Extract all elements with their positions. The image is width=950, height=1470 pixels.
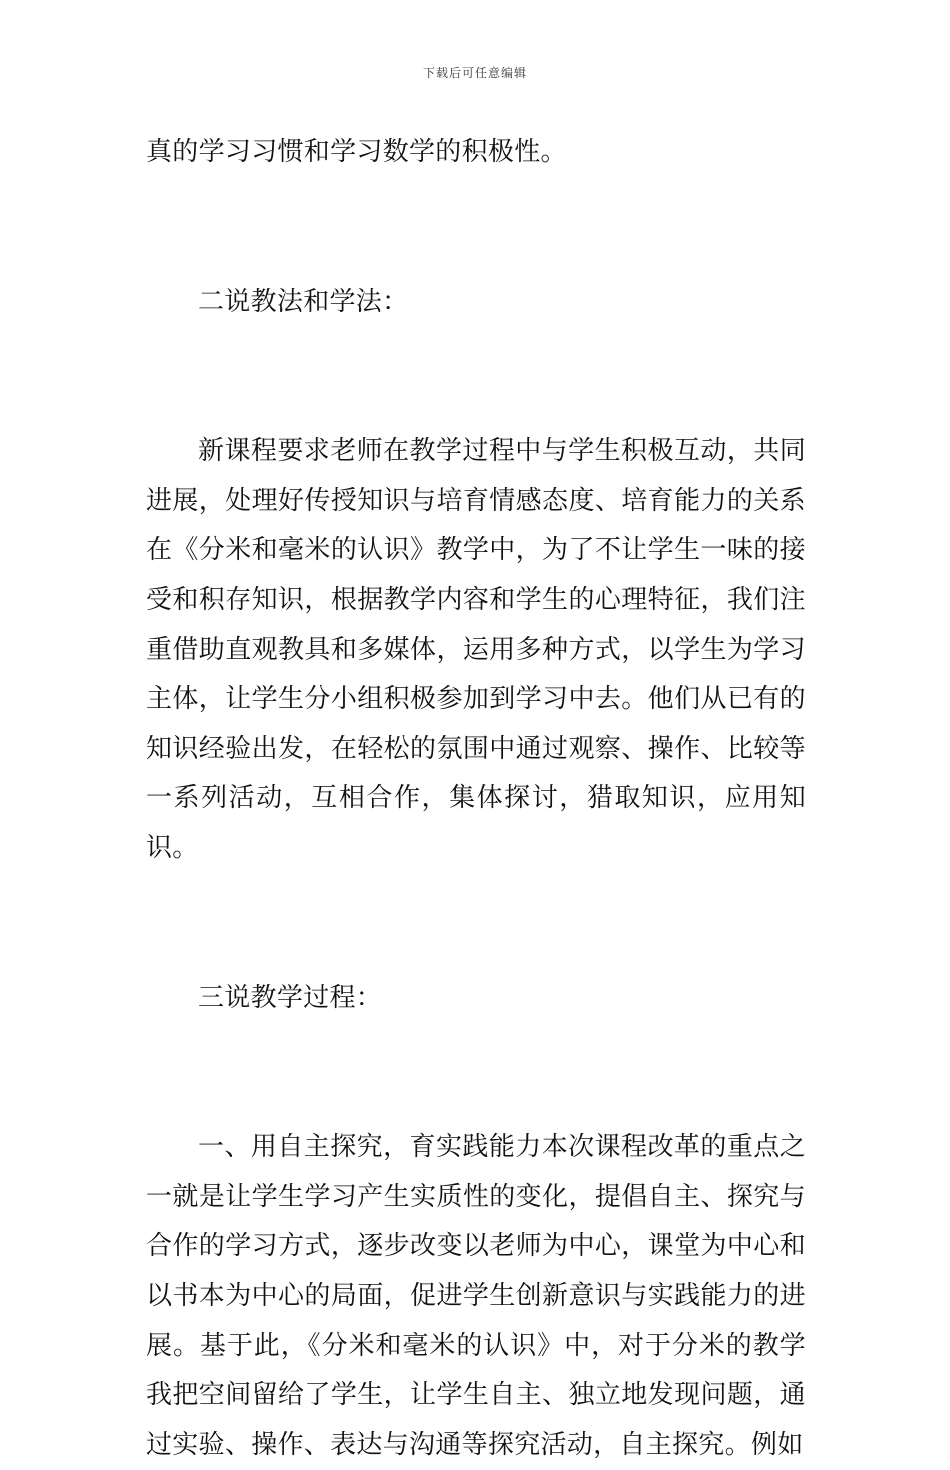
section-heading-teaching-process: 三说教学过程： — [198, 982, 383, 1013]
section-heading-teaching-methods: 二说教法和学法： — [198, 286, 409, 317]
document-body — [146, 128, 806, 1470]
paragraph-gap — [146, 1023, 806, 1123]
paragraph-gap — [146, 327, 806, 427]
paragraph-continuation: 真的学习习惯和学习数学的积极性。 — [146, 137, 567, 167]
paragraph-gap — [146, 178, 806, 278]
paragraph-gap — [146, 874, 806, 974]
paragraph-teaching-process: 一、用自主探究，育实践能力本次课程改革的重点之一就是让学生学习产生实质性的变化，提倡自主、探究与合作的学习方式，逐步改变以老师为中心，课堂为中心和以书本为中心的局面，促进学生创新意识与实践能力的进展。基于此，《分米和毫米的认识》中，对于分米的教学我把空间留给了学生，让学生自主、独立地发现问题，通过实验、操作、表达与沟通等探究活动，自主探究。例如 — [146, 1132, 806, 1460]
page-header: 下载后可任意编辑 — [422, 66, 527, 80]
paragraph-teaching-methods: 新课程要求老师在教学过程中与学生积极互动，共同进展，处理好传授知识与培育情感态度、培育能力的关系在《分米和毫米的认识》教学中，为了不让学生一味的接受和积存知识，根据教学内容和学生的心理特征，我们注重借助直观教具和多媒体，运用多种方式，以学生为学习主体，让学生分小组积极参加到学习中去。他们从已有的知识经验出发，在轻松的氛围中通过观察、操作、比较等一系列活动，互相合作，集体探讨，猎取知识，应用知识。 — [146, 436, 806, 863]
